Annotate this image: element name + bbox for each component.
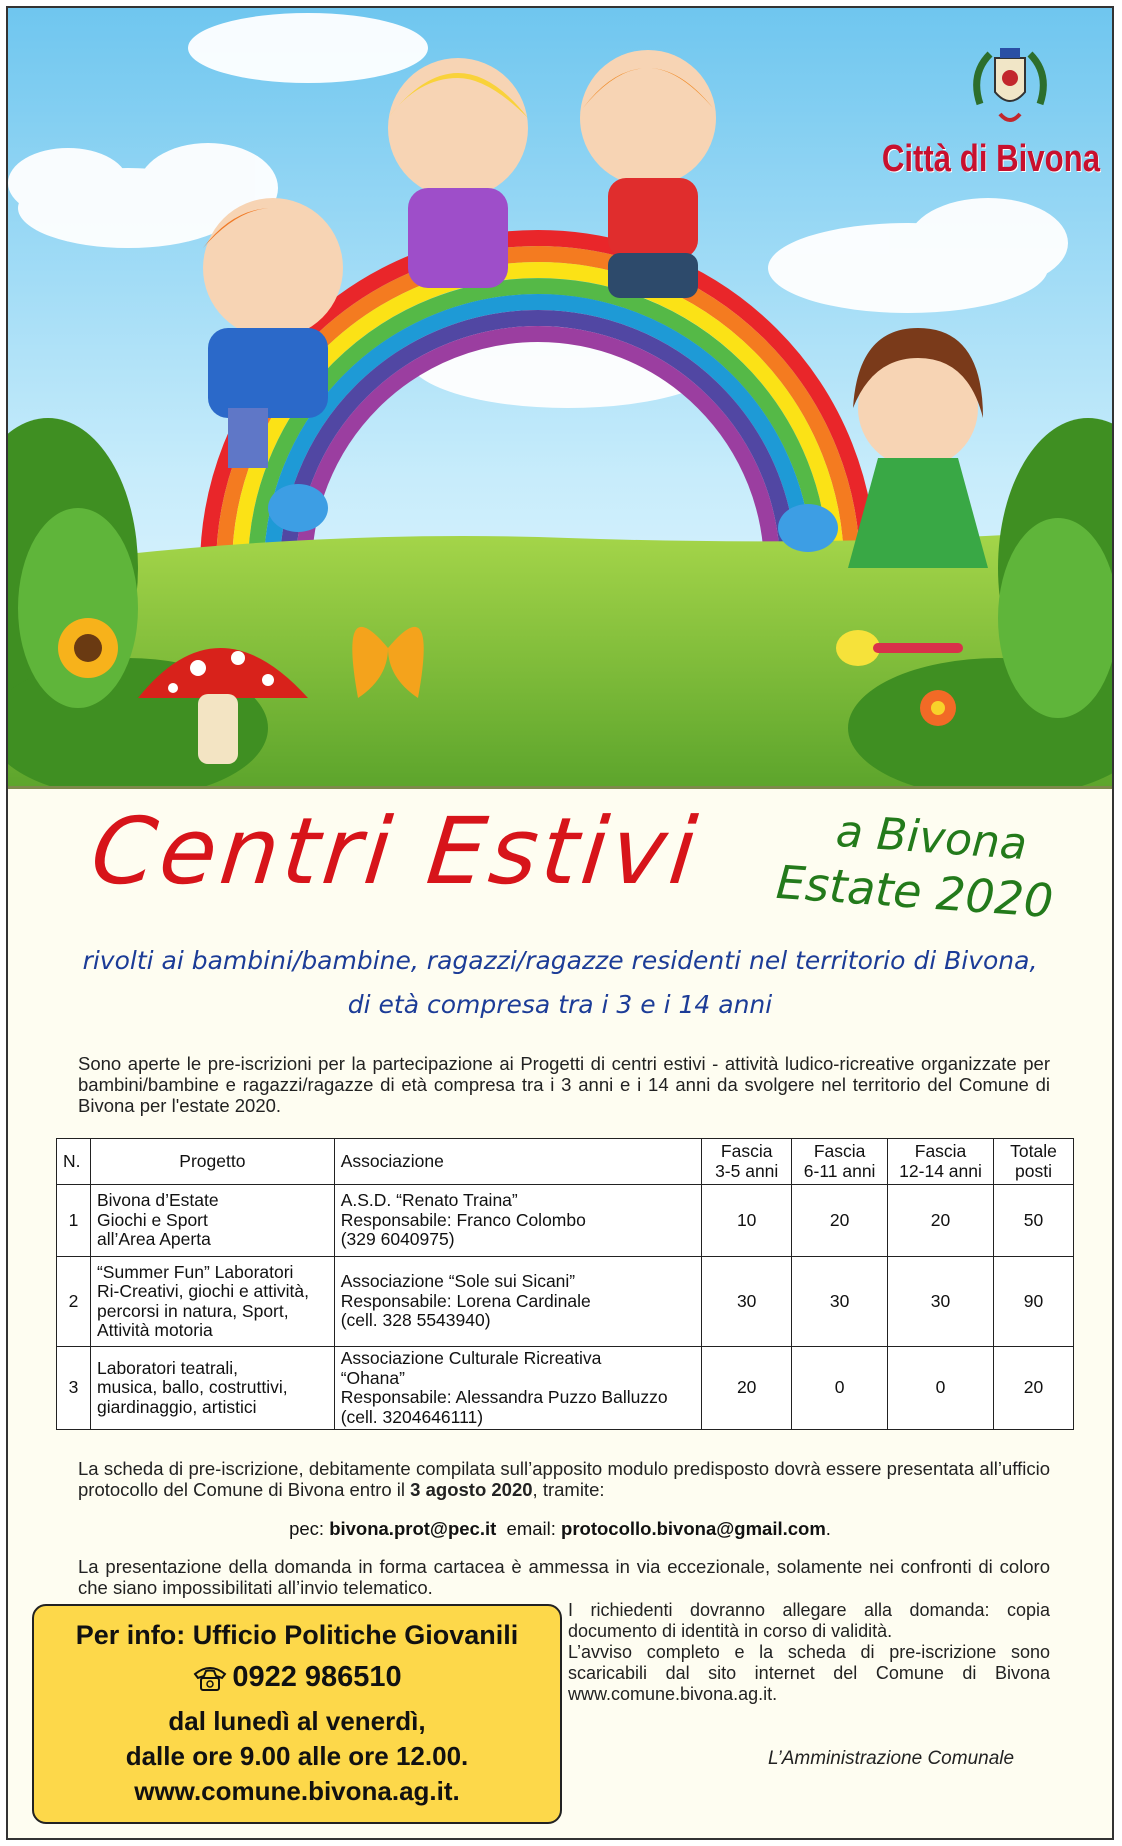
projects-table <box>56 1138 1074 1430</box>
table-header-row <box>57 1139 1074 1185</box>
header-fascia-12-14: Fascia 12-14 anni <box>888 1139 994 1185</box>
signature: L’Amministrazione Comunale <box>768 1748 1015 1769</box>
header-totale: Totale posti <box>993 1139 1073 1185</box>
header-progetto: Progetto <box>90 1139 334 1185</box>
info-days: dal lunedì al venerdì, <box>168 1706 426 1736</box>
flyer-page <box>6 6 1114 1840</box>
download-note: L’avviso completo e la scheda di pre-iscrizione sono scaricabili dal sito internet del Comune di Bivona www.comune.bivona.ag.it. <box>568 1642 1050 1704</box>
info-title: Per info: Ufficio Politiche Giovanili <box>75 1620 519 1650</box>
right-notes <box>568 1600 1050 1705</box>
table-row: 1 Bivona d’Estate Giochi e Sport all’Area Aperta A.S.D. “Renato Traina” Responsabile: Franco Colombo (329 6040975) 10 20 20 50 <box>57 1185 1074 1257</box>
info-box <box>32 1604 562 1824</box>
city-name: Città di Bivona <box>881 138 1100 180</box>
submission-paragraph: La scheda di pre-iscrizione, debitamente compilata sull’apposito modulo predisposto dovrà essere presentata all’ufficio protocollo del Comune di Bivona entro il 3 agosto 2020, tramite: <box>78 1458 1050 1500</box>
hero-illustration <box>8 8 1112 786</box>
header-fascia-6-11: Fascia 6-11 anni <box>792 1139 888 1185</box>
title-location: a Bivona <box>834 805 1029 871</box>
info-phone: 0922 986510 <box>34 1661 560 1694</box>
info-website[interactable]: www.comune.bivona.ag.it. <box>134 1776 460 1806</box>
pec-link[interactable]: bivona.prot@pec.it <box>329 1518 497 1539</box>
hero-divider <box>8 786 1112 789</box>
target-line-2: di età compresa tra i 3 e i 14 anni <box>347 990 773 1019</box>
summer-scene-image <box>8 8 1112 786</box>
contacts-line: pec: bivona.prot@pec.it email: protocollo.bivona@gmail.com. <box>289 1518 831 1539</box>
header-associazione: Associazione <box>334 1139 702 1185</box>
table-row: 2 “Summer Fun” Laboratori Ri-Creativi, giochi e attività, percorsi in natura, Sport, Attività motoria Associazione “Sole sui Sicani” Responsabile: Lorena Cardinale (cell. 328 5543940) 30 30 30 90 <box>57 1257 1074 1347</box>
intro-paragraph: Sono aperte le pre-iscrizioni per la partecipazione ai Progetti di centri estivi - attività ludico-ricreative organizzate per bambini/bambine e ragazzi/ragazze di età compresa tra i 3 anni e i 14 anni da svolgere nel territorio del Comune di Bivona per l'estate 2020. <box>78 1053 1050 1116</box>
requirements-note: I richiedenti dovranno allegare alla domanda: copia documento di identità in corso di validità. <box>568 1600 1050 1641</box>
target-line-1: rivolti ai bambini/bambine, ragazzi/ragazze residenti nel territorio di Bivona, <box>82 946 1038 975</box>
title-subtitle <box>775 802 1082 930</box>
info-hours: dalle ore 9.00 alle ore 12.00. <box>125 1741 469 1771</box>
paper-note: La presentazione della domanda in forma cartacea è ammessa in via eccezionale, solamente nei confronti di coloro che siano impossibilitati all’invio telematico. <box>78 1556 1050 1598</box>
main-title: Centri Estivi <box>86 798 706 905</box>
deadline: 3 agosto 2020 <box>410 1479 533 1500</box>
title-year: Estate 2020 <box>774 854 1055 929</box>
city-crest-icon <box>970 44 1050 132</box>
table-row: 3 Laboratori teatrali, musica, ballo, costruttivi, giardinaggio, artistici Associazione Culturale Ricreativa “Ohana” Responsabile: Alessandra Puzzo Balluzzo (cell. 3204646111) 20 0 0 20 <box>57 1347 1074 1430</box>
header-fascia-3-5: Fascia 3-5 anni <box>702 1139 792 1185</box>
header-n: N. <box>57 1139 91 1185</box>
email-link[interactable]: protocollo.bivona@gmail.com <box>561 1518 826 1539</box>
telephone-icon <box>192 1664 228 1692</box>
